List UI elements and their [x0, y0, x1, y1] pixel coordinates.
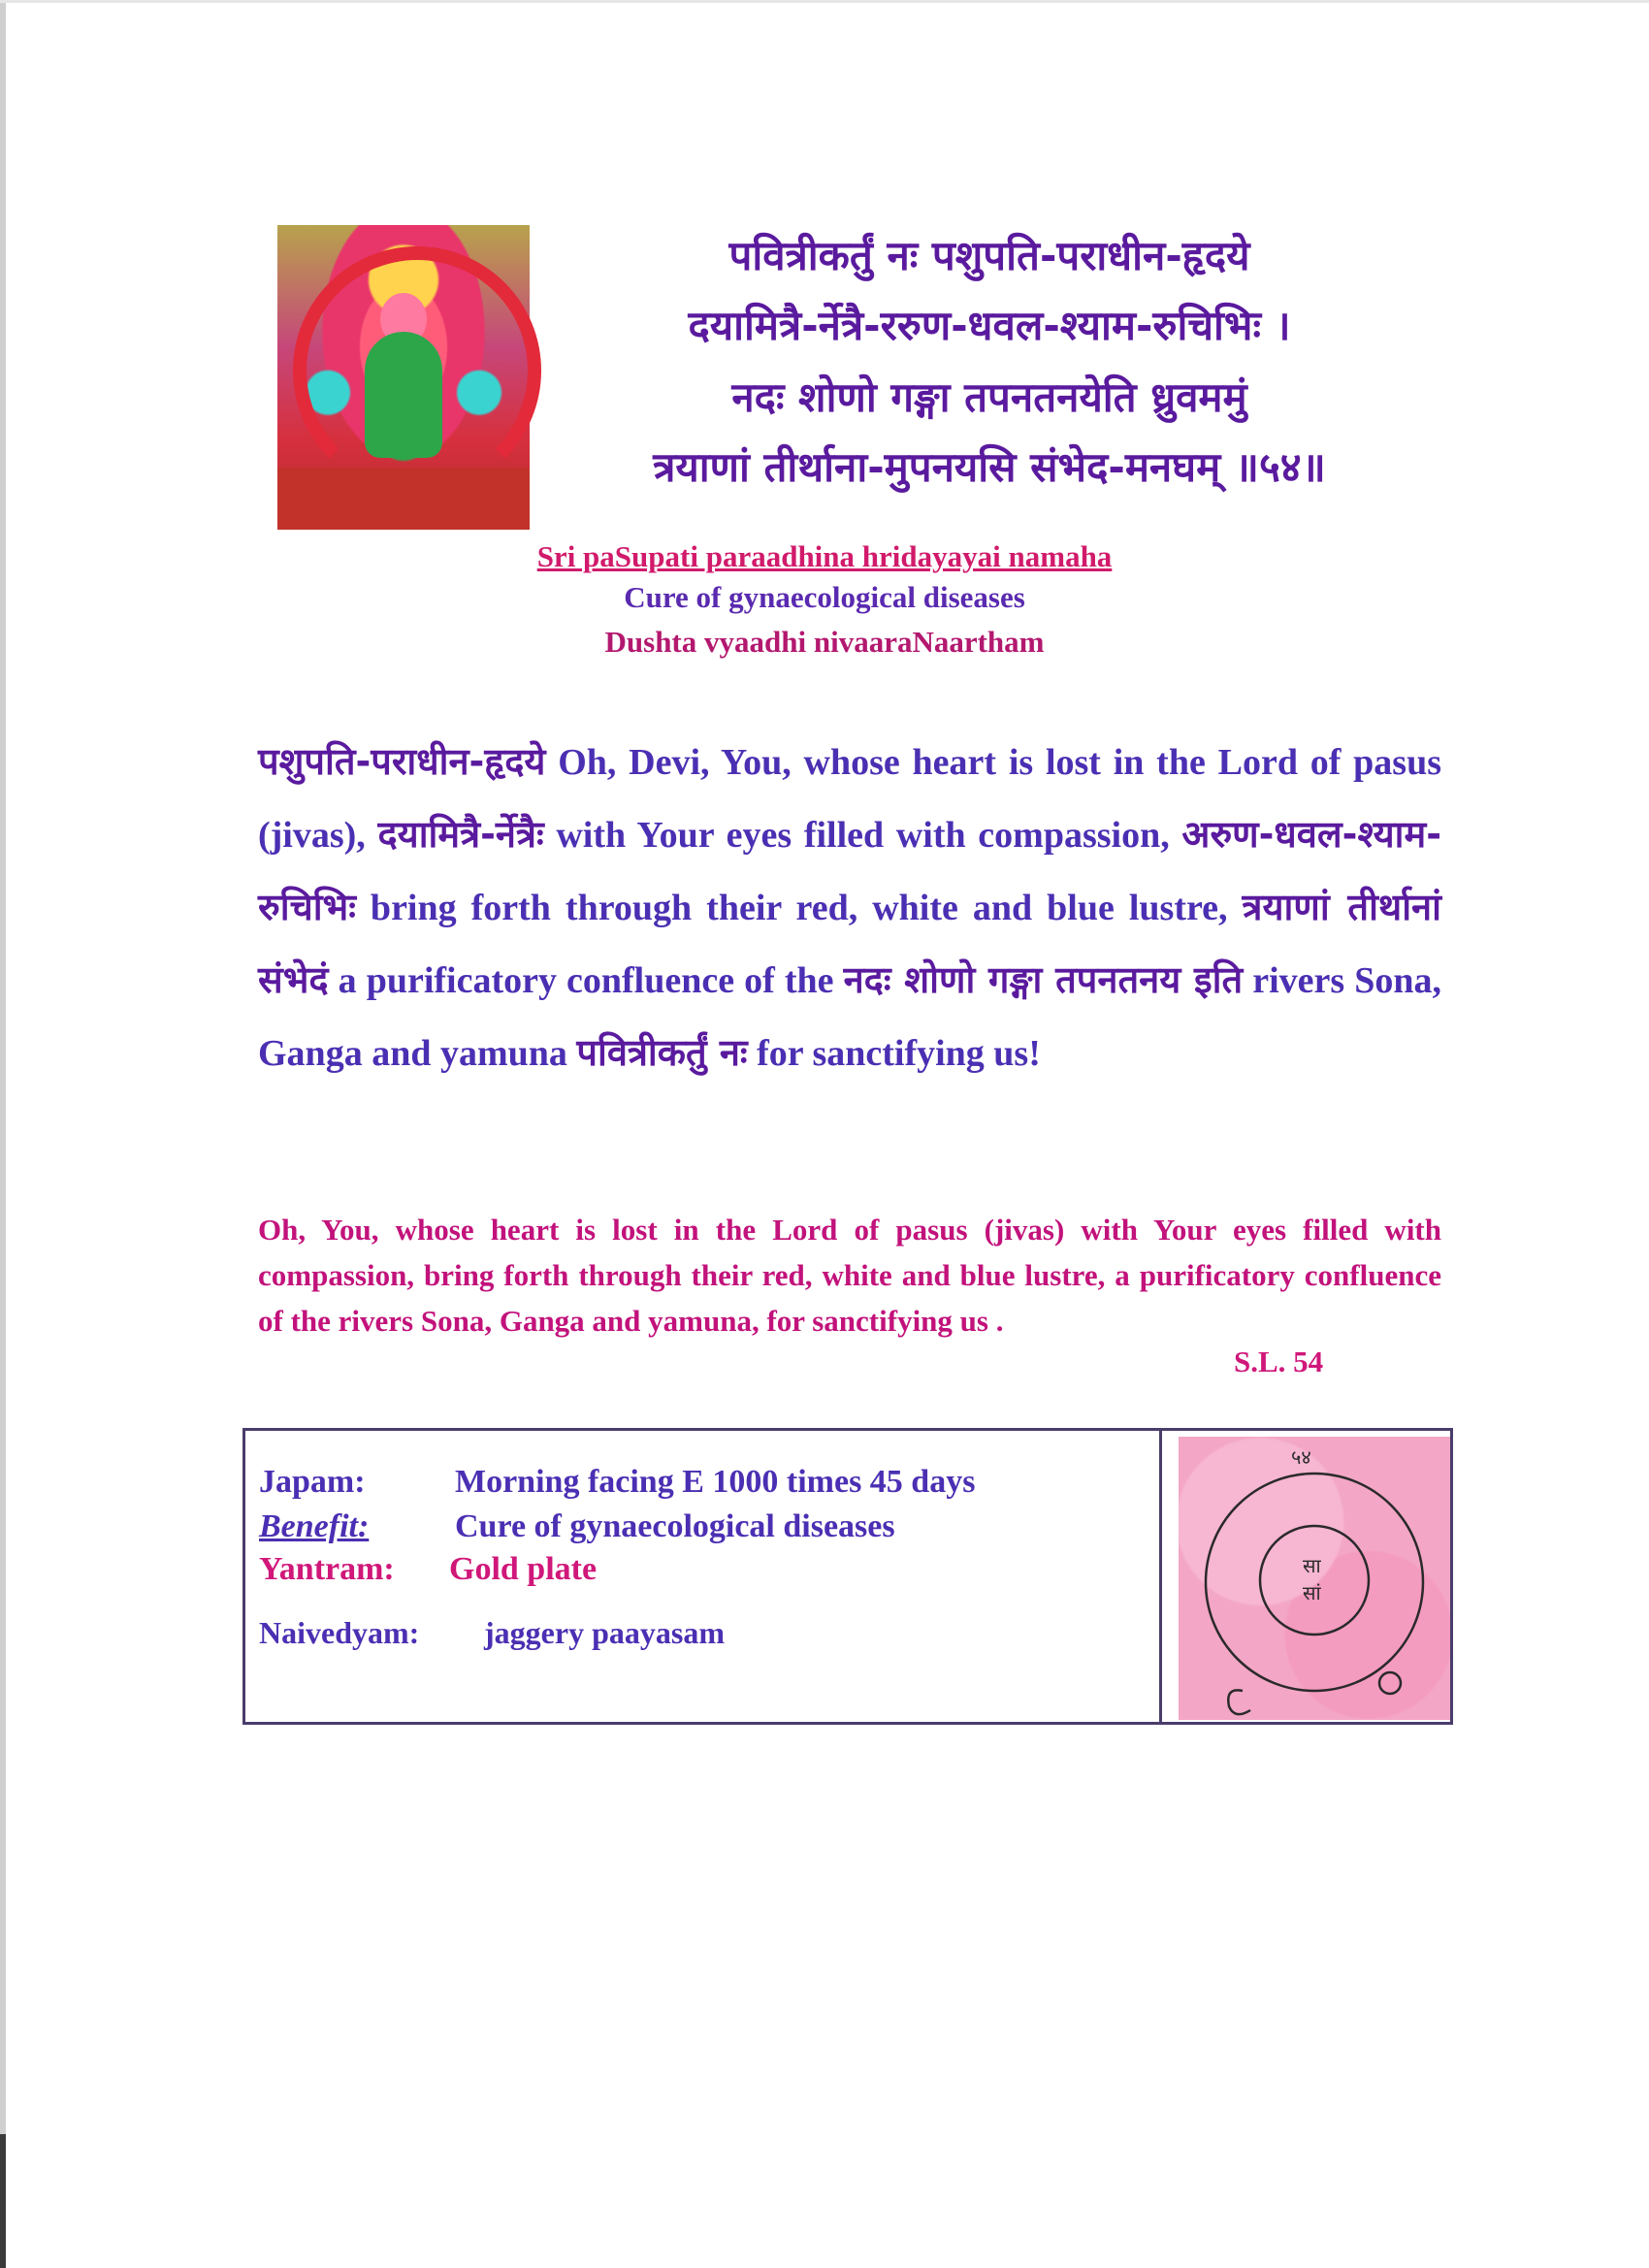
- benefit-label: Benefit:: [259, 1508, 370, 1544]
- english-phrase: rivers Sona, Ganga and yamuna: [258, 960, 1441, 1074]
- sanskrit-phrase: त्रयाणां तीर्थानां संभेदं: [258, 886, 1441, 1001]
- yantra-inner-circle: [1260, 1526, 1369, 1635]
- cure-heading: Cure of gynaecological diseases: [624, 580, 1025, 614]
- sanskrit-phrase: नदः शोणो गङ्गा तपनतनय इति: [843, 958, 1244, 1001]
- english-phrase: with Your eyes filled with compassion,: [543, 815, 1182, 856]
- sloka-line-2: दयामित्रै-र्नेत्रै-ररुण-धवल-श्याम-रुचिभिः ।: [688, 302, 1291, 349]
- yantram-label: Yantram:: [259, 1551, 395, 1587]
- english-phrase: Oh, Devi, You, whose heart is lost in the Lord of pasus (jivas),: [258, 742, 1441, 856]
- summary-paragraph: Oh, You, whose heart is lost in the Lord of pasus (jivas) with Your eyes filled with compassion, bring forth through their red, white and blue lustre, a purificatory confluence of the rivers Sona, Ganga and yamuna, for sanctifying us .: [258, 1213, 1441, 1338]
- scan-edge-bottom-left: [0, 2134, 6, 2268]
- yantra-inner-text-2: सां: [1303, 1581, 1321, 1604]
- yantra-inner-text-1: सा: [1303, 1554, 1321, 1577]
- sanskrit-phrase: पशुपति-पराधीन-हृदये: [258, 740, 546, 783]
- yantram-value: Gold plate: [449, 1551, 598, 1587]
- english-phrase: for sanctifying us!: [747, 1033, 1041, 1074]
- scan-edge-top: [0, 0, 1649, 3]
- purpose-heading: Dushta vyaadhi nivaaraNaartham: [604, 625, 1045, 659]
- japam-value: Morning facing E 1000 times 45 days: [455, 1464, 976, 1500]
- yantra-diagram: [1179, 1437, 1450, 1720]
- translation-paragraph: [258, 726, 1441, 1089]
- sanskrit-phrase: पवित्रीकर्तुं नः: [576, 1031, 748, 1074]
- benefit-value: Cure of gynaecological diseases: [455, 1508, 895, 1544]
- practice-info-box: [242, 1428, 1453, 1725]
- naivedyam-value: jaggery paayasam: [484, 1615, 725, 1650]
- deity-image: [277, 225, 530, 530]
- english-phrase: a purificatory confluence of the: [328, 960, 844, 1001]
- sloka-line-4: त्रयाणां तीर्थाना-मुपनयसि संभेद-मनघम् ॥५४॥: [653, 443, 1326, 491]
- sloka-reference: S.L. 54: [1234, 1345, 1324, 1378]
- sanskrit-phrase: दयामित्रै-र्नेत्रैः: [377, 813, 544, 856]
- box-divider: [1159, 1431, 1162, 1722]
- japam-label: Japam:: [259, 1464, 366, 1500]
- sloka-line-1: पवित्रीकर्तुं नः पशुपति-पराधीन-हृदये: [728, 232, 1250, 279]
- deity-figure: [365, 332, 442, 458]
- english-phrase: bring forth through their red, white and blue lustre,: [355, 888, 1243, 928]
- yantra-top-mark: ५४: [1291, 1445, 1311, 1469]
- namavali-title: Sri paSupati paraadhina hridayayai namaha: [536, 539, 1113, 573]
- yantra-drawing: [1179, 1437, 1450, 1720]
- deity-base: [277, 468, 530, 530]
- yantra-tail-left: [1228, 1690, 1250, 1714]
- sloka-line-3: नदः शोणो गङ्गा तपनतनयेति ध्रुवममुं: [731, 373, 1247, 421]
- yantra-tail-right: [1379, 1672, 1401, 1694]
- sanskrit-phrase: अरुण-धवल-श्याम-रुचिभिः: [258, 813, 1441, 928]
- naivedyam-label: Naivedyam:: [259, 1615, 420, 1650]
- scan-edge-left: [0, 0, 6, 2268]
